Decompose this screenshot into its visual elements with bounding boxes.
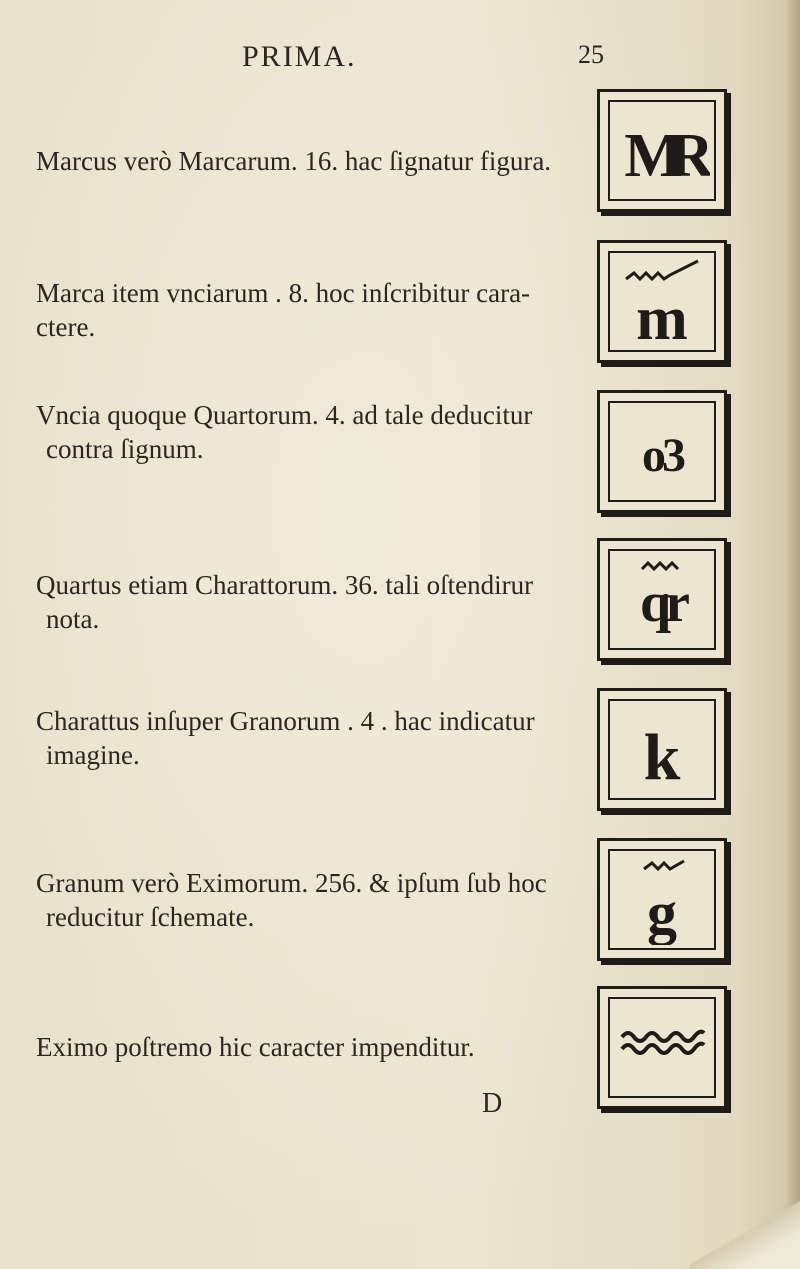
symbol-box-4 (597, 538, 727, 661)
page-number: 25 (578, 40, 604, 69)
wave-symbol-icon (614, 1003, 710, 1093)
entry-1-line-1: Marcus verò Marcarum. 16. hac ſignatur figura. (36, 146, 552, 176)
symbol-box-6 (597, 838, 727, 961)
entry-6-line-1: Granum verò Eximorum. 256. & ipſum ſub hoc (36, 868, 547, 898)
svg-text:qr: qr (640, 571, 684, 634)
svg-text:m: m (636, 284, 688, 347)
entry-6-line-2: reducitur ſchemate. (46, 902, 255, 932)
entry-4 (36, 568, 592, 636)
entry-2-line-1: Marca item vnciarum . 8. hoc inſcribitur cara- (36, 278, 531, 308)
symbol-box-2 (597, 240, 727, 363)
entry-3-line-2: contra ſignum. (46, 434, 204, 464)
entry-3 (36, 398, 592, 466)
signature-mark: D (482, 1088, 503, 1119)
entry-3-line-1: Vncia quoque Quartorum. 4. ad tale deducitur (36, 400, 533, 430)
entry-2-line-2: ctere. (36, 312, 96, 342)
entry-4-line-2: nota. (46, 604, 100, 634)
entry-5-line-1: Charattus inſuper Granorum . 4 . hac indicatur (36, 706, 535, 736)
svg-text:o3: o3 (642, 428, 682, 482)
symbol-box-1 (597, 89, 727, 212)
running-header: PRIMA. (242, 40, 357, 73)
entry-5-line-2: imagine. (46, 740, 140, 770)
symbol-box-7 (597, 986, 727, 1109)
symbol-box-5 (597, 688, 727, 811)
entry-7-line-1: Eximo poſtremo hic caracter impenditur. (36, 1032, 475, 1062)
entry-1 (36, 144, 592, 178)
page-corner-curl (690, 1199, 800, 1269)
svg-text:g: g (647, 879, 677, 945)
entry-2 (36, 276, 592, 344)
page-edge-shadow (786, 0, 800, 1269)
entry-7 (36, 1030, 592, 1064)
o3-symbol-icon (614, 407, 710, 497)
entry-6 (36, 866, 592, 934)
m-symbol-icon (614, 257, 710, 347)
symbol-box-3 (597, 390, 727, 513)
svg-text:k: k (643, 720, 681, 794)
k-symbol-icon (614, 705, 710, 795)
svg-text:MR: MR (624, 121, 700, 190)
qr-symbol-icon (614, 555, 710, 645)
entry-4-line-1: Quartus etiam Charattorum. 36. tali oſtendirur (36, 570, 534, 600)
g-symbol-icon (614, 855, 710, 945)
entry-5 (36, 704, 592, 772)
mr-ligature-icon (614, 106, 710, 196)
